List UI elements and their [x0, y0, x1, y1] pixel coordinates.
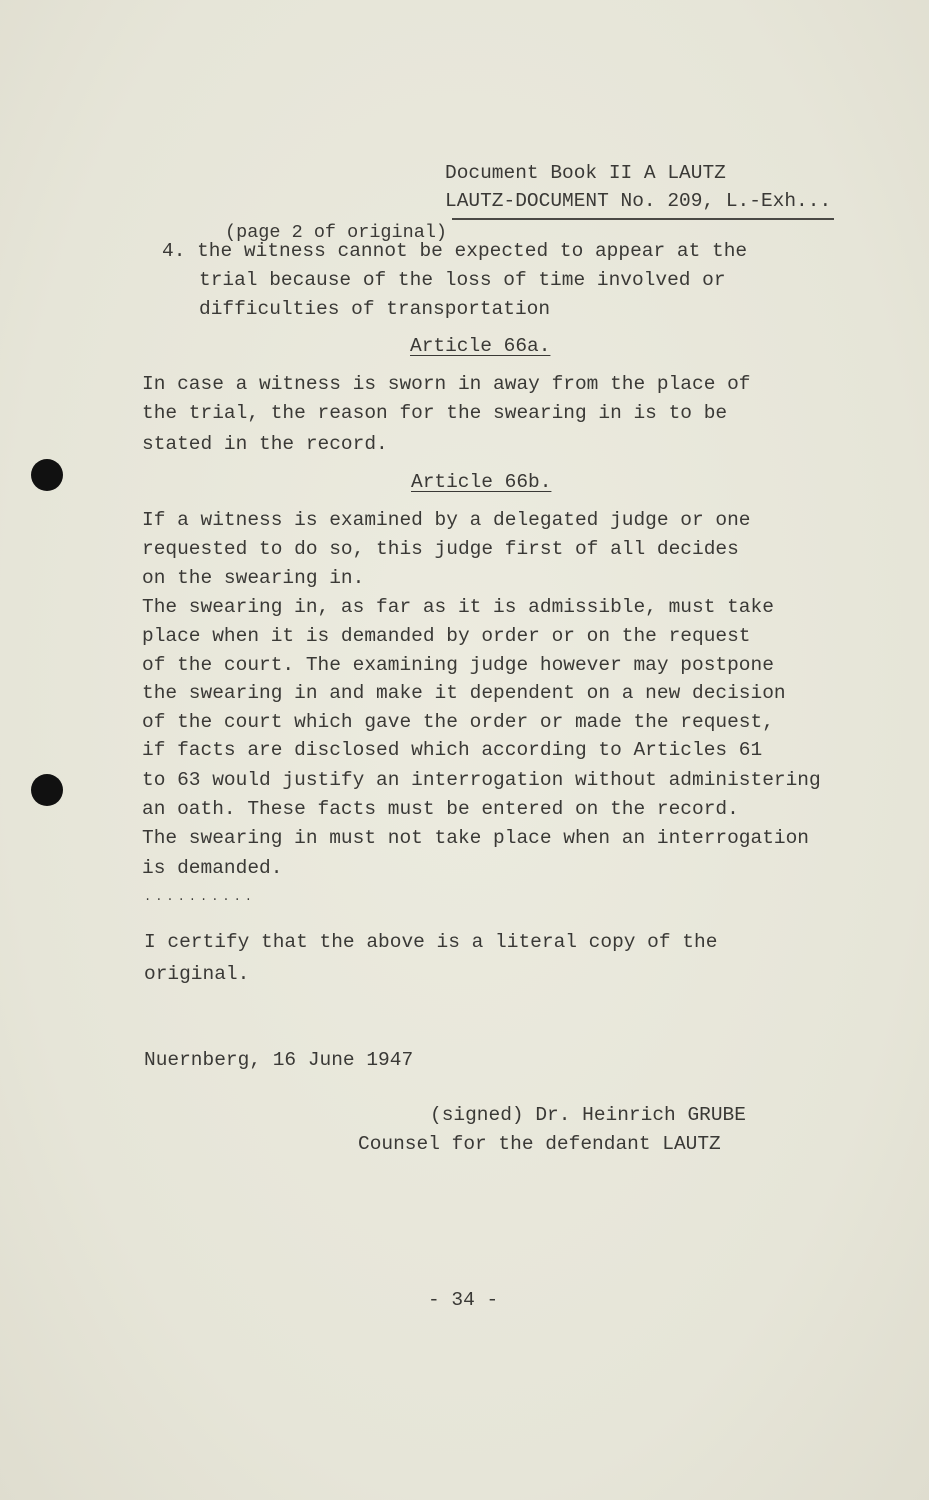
article-66b-line: The swearing in must not take place when an interrogation	[142, 827, 810, 849]
article-66b-line: on the swearing in.	[142, 567, 365, 589]
punch-hole	[31, 459, 63, 491]
article-66b-line: is demanded.	[142, 857, 283, 879]
ellipsis-separator: ..........	[144, 890, 257, 904]
article-66a-line: stated in the record.	[142, 433, 388, 455]
article-66b-line: of the court which gave the order or made the request,	[142, 711, 774, 733]
certification-line: original.	[144, 963, 250, 985]
header-line-2: LAUTZ-DOCUMENT No. 209, L.-Exh...	[445, 190, 832, 212]
item-4-line: trial because of the loss of time involved or	[199, 269, 726, 291]
punch-hole	[31, 774, 63, 806]
article-66b-line: place when it is demanded by order or on the request	[142, 625, 751, 647]
article-66b-title: Article 66b.	[411, 471, 552, 493]
article-66b-line: The swearing in, as far as it is admissible, must take	[142, 596, 774, 618]
place-date: Nuernberg, 16 June 1947	[144, 1049, 414, 1071]
item-4-line: difficulties of transportation	[199, 298, 551, 320]
signature-role: Counsel for the defendant LAUTZ	[358, 1133, 721, 1155]
item-4-line: 4. the witness cannot be expected to appear at the	[162, 240, 748, 262]
article-66b-line: if facts are disclosed which according to Articles 61	[142, 739, 763, 761]
article-66a-line: In case a witness is sworn in away from the place of	[142, 373, 751, 395]
header-rule	[452, 218, 834, 220]
article-66b-line: to 63 would justify an interrogation without administering	[142, 769, 821, 791]
certification-line: I certify that the above is a literal copy of the	[144, 931, 718, 953]
article-66b-line: the swearing in and make it dependent on a new decision	[142, 682, 786, 704]
signature-signed: (signed) Dr. Heinrich GRUBE	[430, 1104, 746, 1126]
article-66a-title: Article 66a.	[410, 335, 551, 357]
article-66b-line: an oath. These facts must be entered on the record.	[142, 798, 739, 820]
page-note: (page 2 of original)	[225, 222, 448, 243]
article-66b-line: If a witness is examined by a delegated judge or one	[142, 509, 751, 531]
article-66b-line: of the court. The examining judge however may postpone	[142, 654, 774, 676]
header-line-1: Document Book II A LAUTZ	[445, 162, 726, 184]
article-66b-line: requested to do so, this judge first of all decides	[142, 538, 739, 560]
page-number: - 34 -	[428, 1289, 499, 1311]
article-66a-line: the trial, the reason for the swearing in is to be	[142, 402, 728, 424]
